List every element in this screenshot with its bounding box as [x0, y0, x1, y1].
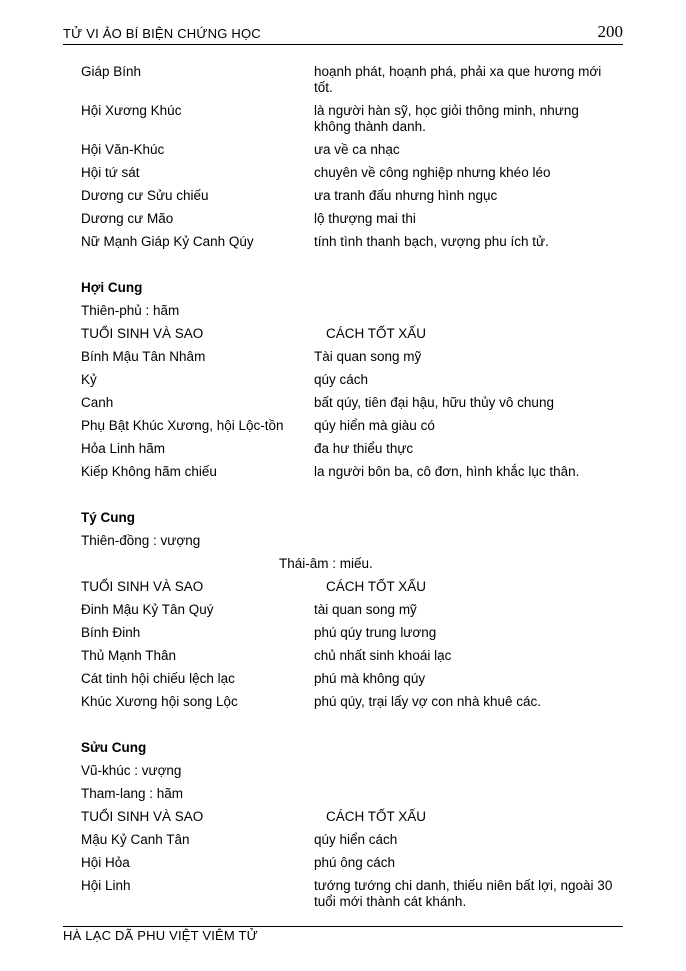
table-row — [81, 671, 621, 687]
table-row — [81, 64, 621, 96]
fortune-cell: qúy hiển mà giàu có — [314, 418, 435, 433]
fortune-cell: phú qúy trung lương — [314, 625, 437, 640]
age-star-cell: Hội tứ sát — [81, 165, 140, 180]
table-row — [81, 103, 621, 135]
column-header-age-star: TUỔI SINH VÀ SAO — [81, 326, 204, 341]
fortune-cell: hoạnh phát, hoạnh phá, phải xa que hương mới tốt. — [314, 64, 602, 95]
fortune-cell: bất qúy, tiên đại hậu, hữu thủy vô chung — [314, 395, 554, 410]
fortune-cell: tướng tướng chi danh, thiếu niên bất lợi, ngoài 30 tuổi mới thành cát khánh. — [314, 878, 613, 909]
book-title: TỬ VI ẢO BÍ BIỆN CHỨNG HỌC — [63, 26, 261, 41]
fortune-cell: phú ông cách — [314, 855, 396, 870]
page-footer — [63, 926, 623, 943]
table-header — [81, 579, 621, 595]
fortune-cell: tài quan song mỹ — [314, 602, 417, 617]
page-content — [81, 64, 621, 917]
table-row — [81, 832, 621, 848]
fortune-cell: la người bôn ba, cô đơn, hình khắc lục thân. — [314, 464, 580, 479]
column-header-fortune: CÁCH TỐT XẤU — [326, 326, 427, 341]
page-header — [63, 24, 623, 45]
fortune-cell: qúy cách — [314, 372, 369, 387]
table-row — [81, 602, 621, 618]
star-status-centered: Thái-âm : miếu. — [279, 556, 373, 571]
table-row — [81, 855, 621, 871]
fortune-cell: lộ thượng mai thi — [314, 211, 416, 226]
age-star-cell: Kiếp Không hãm chiếu — [81, 464, 217, 479]
table-header — [81, 326, 621, 342]
age-star-cell: Mậu Kỷ Canh Tân — [81, 832, 190, 847]
age-star-cell: Giáp Bính — [81, 64, 142, 79]
fortune-cell: phú mà không qúy — [314, 671, 426, 686]
table-row — [81, 464, 621, 480]
section-title: Sửu Cung — [81, 740, 147, 755]
age-star-cell: Nữ Mạnh Giáp Kỷ Canh Qúy — [81, 234, 254, 249]
age-star-cell: Cát tinh hội chiếu lệch lạc — [81, 671, 235, 686]
table-row — [81, 211, 621, 227]
page-number: 200 — [597, 22, 623, 41]
section-title: Hợi Cung — [81, 280, 143, 295]
age-star-cell: Dương cư Mão — [81, 211, 174, 226]
age-star-cell: Bính Mậu Tân Nhâm — [81, 349, 206, 364]
fortune-cell: phú qúy, trại lấy vợ con nhà khuê các. — [314, 694, 541, 709]
star-status: Tham-lang : hãm — [81, 786, 184, 801]
fortune-cell: là người hàn sỹ, học giỏi thông minh, nhưng không thành danh. — [314, 103, 579, 134]
table-row — [81, 372, 621, 388]
age-star-cell: Kỷ — [81, 372, 97, 387]
star-status: Vũ-khúc : vượng — [81, 763, 182, 778]
age-star-cell: Dương cư Sửu chiếu — [81, 188, 209, 203]
table-row — [81, 395, 621, 411]
age-star-cell: Đinh Mậu Kỷ Tân Quý — [81, 602, 214, 617]
author-name: HÀ LẠC DÃ PHU VIỆT VIÊM TỬ — [63, 928, 258, 943]
age-star-cell: Hội Xương Khúc — [81, 103, 182, 118]
table-row — [81, 349, 621, 365]
column-header-fortune: CÁCH TỐT XẤU — [326, 579, 427, 594]
column-header-age-star: TUỔI SINH VÀ SAO — [81, 809, 204, 824]
table-row — [81, 142, 621, 158]
age-star-cell: Canh — [81, 395, 114, 410]
column-header-fortune: CÁCH TỐT XẤU — [326, 809, 427, 824]
age-star-cell: Hội Linh — [81, 878, 131, 893]
fortune-cell: chủ nhất sinh khoái lạc — [314, 648, 452, 663]
star-status: Thiên-đồng : vượng — [81, 533, 201, 548]
table-row — [81, 694, 621, 710]
table-header — [81, 809, 621, 825]
fortune-cell: chuyên về công nghiệp nhưng khéo léo — [314, 165, 551, 180]
column-header-age-star: TUỔI SINH VÀ SAO — [81, 579, 204, 594]
age-star-cell: Khúc Xương hội song Lộc — [81, 694, 238, 709]
table-row — [81, 648, 621, 664]
fortune-cell: đa hư thiểu thực — [314, 441, 414, 456]
table-row — [81, 878, 621, 910]
table-row — [81, 234, 621, 250]
age-star-cell: Bính Đinh — [81, 625, 141, 640]
table-row — [81, 418, 621, 434]
table-row — [81, 441, 621, 457]
fortune-cell: ưa về ca nhạc — [314, 142, 400, 157]
fortune-cell: tính tình thanh bạch, vượng phu ích tử. — [314, 234, 549, 249]
fortune-cell: ưa tranh đấu nhưng hình ngục — [314, 188, 498, 203]
age-star-cell: Phụ Bật Khúc Xương, hội Lộc-tồn — [81, 418, 284, 433]
age-star-cell: Hội Hỏa — [81, 855, 130, 870]
fortune-cell: qúy hiển cách — [314, 832, 398, 847]
age-star-cell: Thủ Mạnh Thân — [81, 648, 177, 663]
star-status: Thiên-phủ : hãm — [81, 303, 180, 318]
age-star-cell: Hội Văn-Khúc — [81, 142, 165, 157]
fortune-cell: Tài quan song mỹ — [314, 349, 422, 364]
age-star-cell: Hỏa Linh hãm — [81, 441, 166, 456]
table-row — [81, 165, 621, 181]
table-row — [81, 188, 621, 204]
section-title: Tý Cung — [81, 510, 135, 525]
table-row — [81, 625, 621, 641]
